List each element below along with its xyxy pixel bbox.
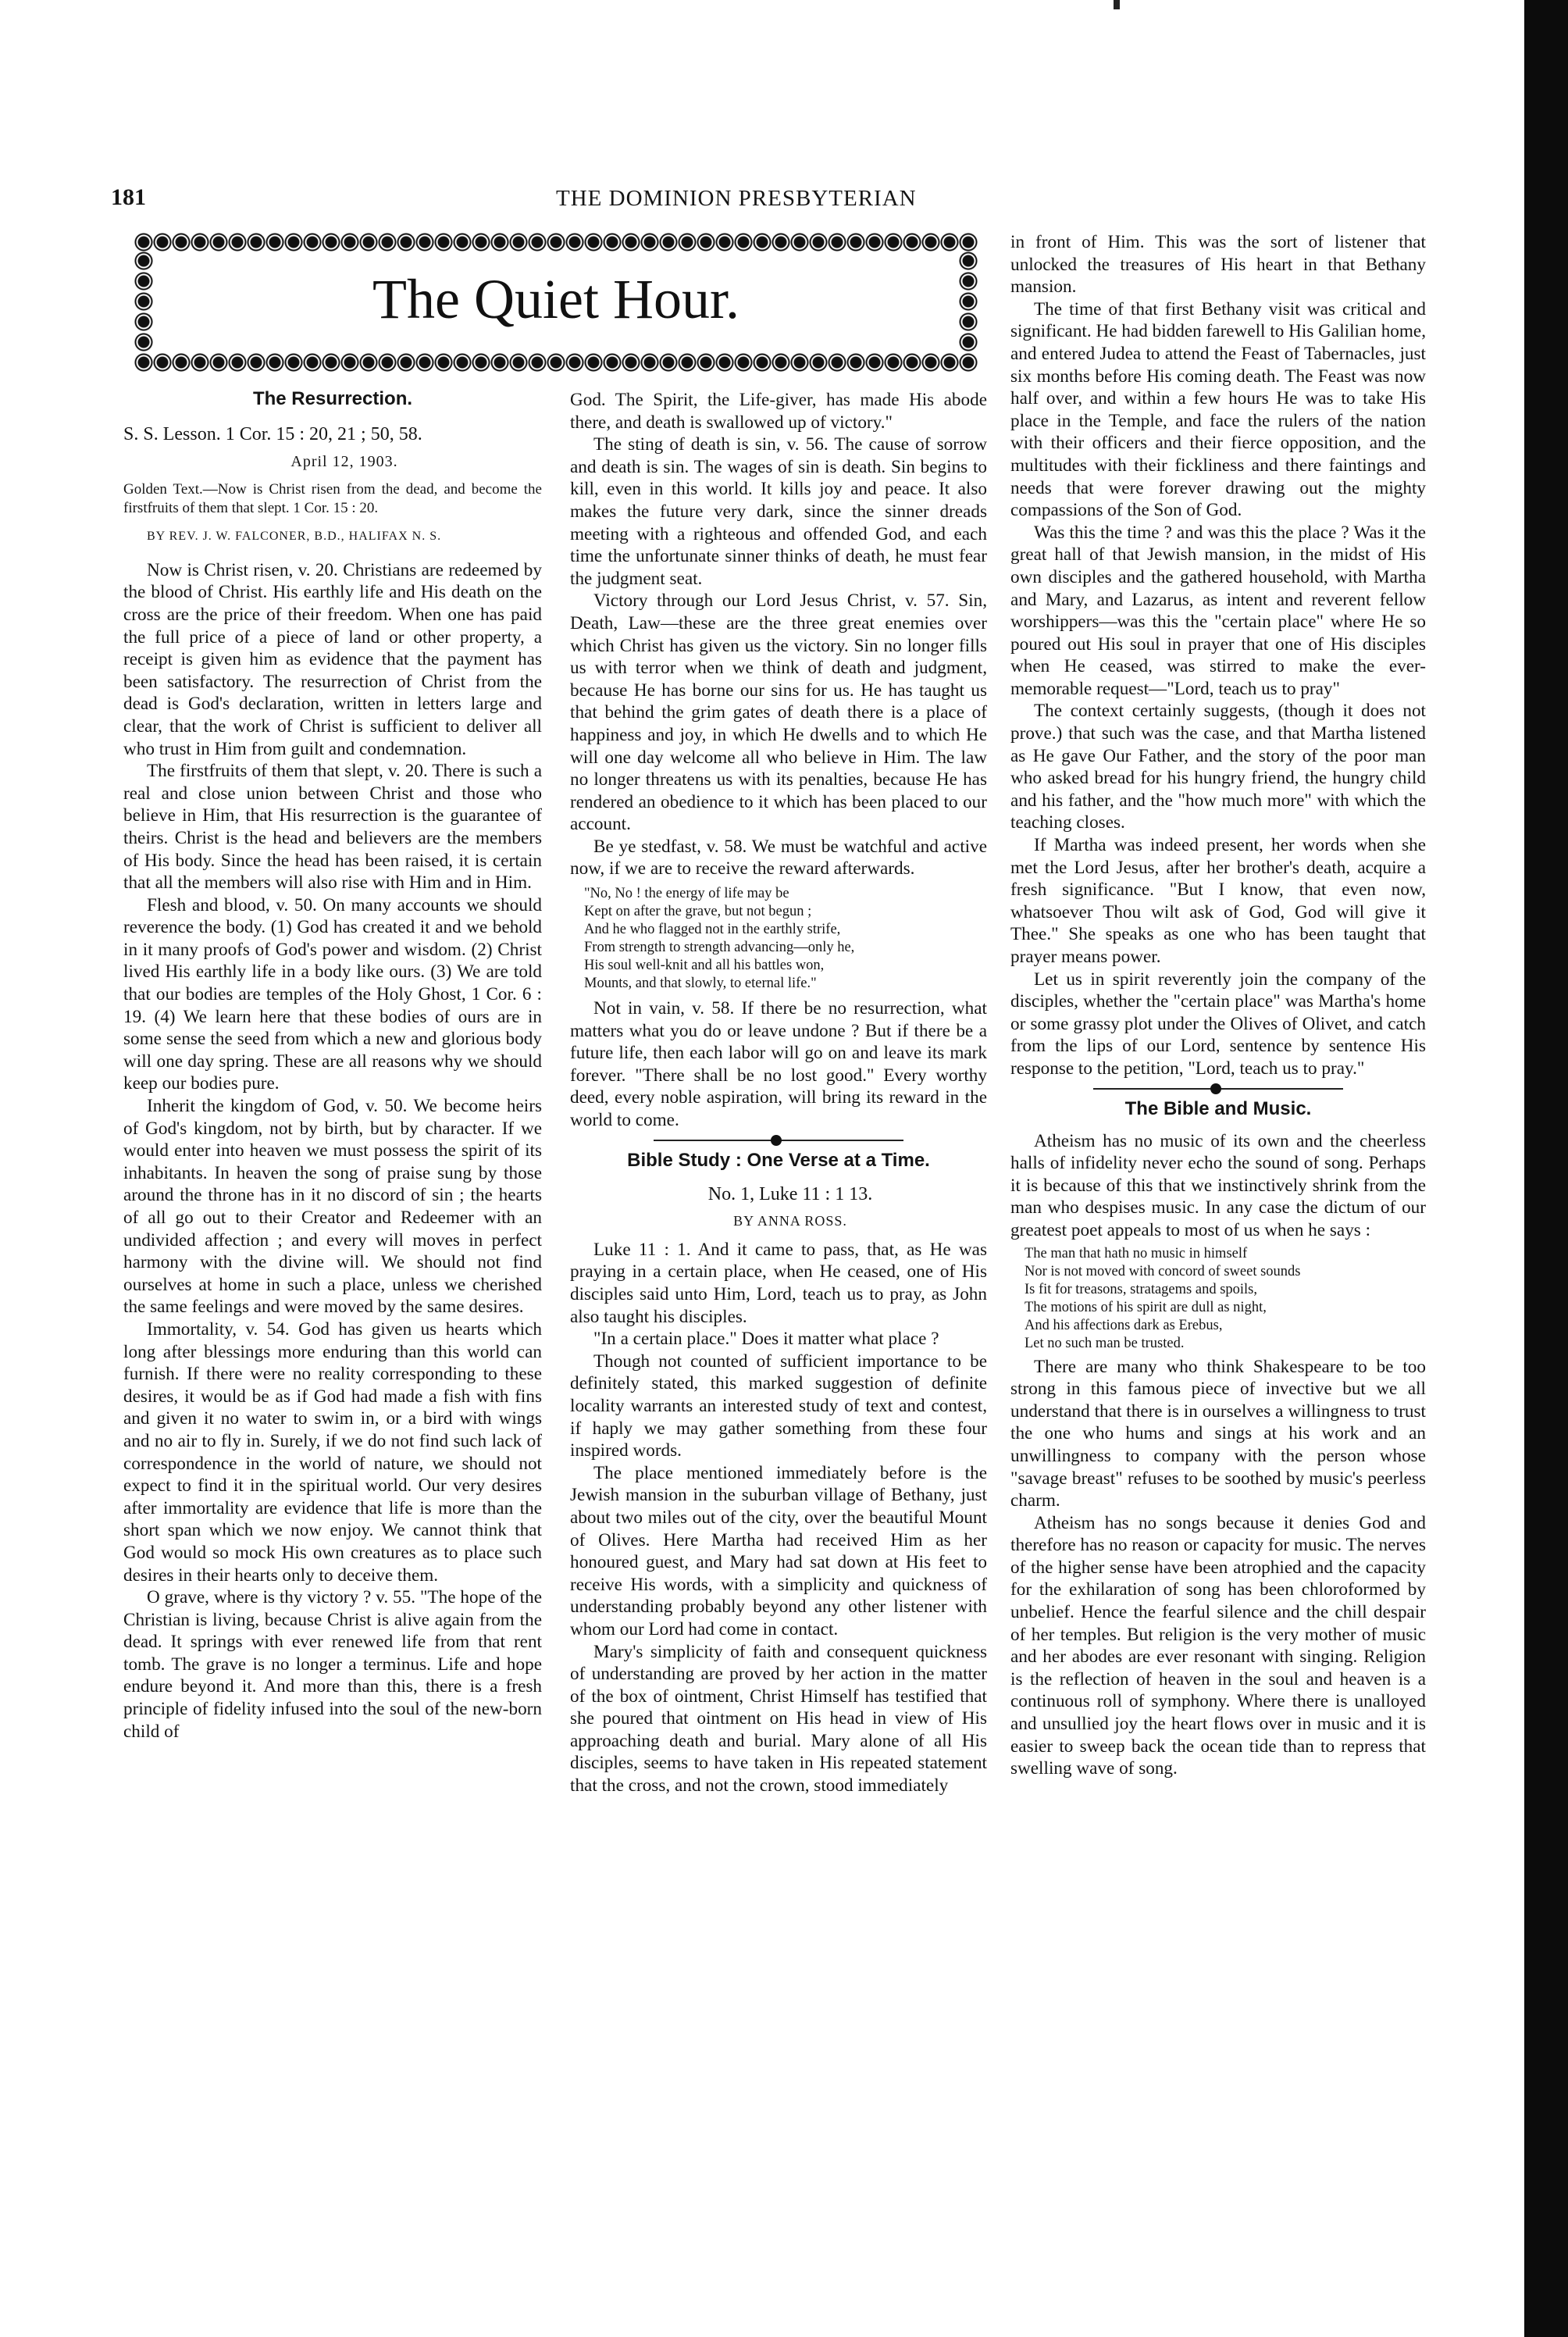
poem-line: Kept on after the grave, but not begun ; [584, 904, 812, 920]
golden-text: Golden Text.—Now is Christ risen from the dead, and become the firstfruits of them that slept. 1 Cor. 15 : 20. [123, 481, 542, 517]
poem-line: Nor is not moved with concord of sweet sounds [1025, 1263, 1301, 1279]
section-divider [1093, 1088, 1343, 1090]
lesson-reference: S. S. Lesson. 1 Cor. 15 : 20, 21 ; 50, 58. [123, 424, 422, 444]
section-divider [654, 1140, 903, 1141]
paragraph: Atheism has no music of its own and the cheerless halls of infidelity never echo the sound of song. Perhaps it is because of this that we instinctively shrink from the man who despises music. In any case the dictum of our greatest poet appeals to most of us when he says : [1010, 1130, 1426, 1240]
lesson-date: April 12, 1903. [290, 452, 398, 470]
paragraph: Now is Christ risen, v. 20. Christians are redeemed by the blood of Christ. His earthly life and His death on the cross are the price of their freedom. When one has paid the full price of a piece of land or other property, a receipt is given him as evidence that the payment has been satisfactory. The resurrection of Christ from the dead is God's declaration, written in letters large and clear, that the work of Christ is sufficient to deliver all who trust in Him from guilt and condemnation. [123, 559, 542, 759]
poem-quote [1010, 1245, 1426, 1353]
paragraph: The sting of death is sin, v. 56. The cause of sorrow and death is sin. The wages of sin is death. Sin begins to kill, even in this world. It kills joy and peace. It also makes the future very dark, since the sinner dreads meeting with a righteous and offended God, and each time the unfortunate sinner thinks of death, he must fear the judgment seat. [570, 434, 987, 589]
paragraph: Inherit the kingdom of God, v. 50. We become heirs of God's kingdom, not by birth, but by character. If we would enter into heaven we must possess the spirit of its inhabitants. In heaven the song of praise sung by those around the throne has in it no discord of sin ; the hearts of all go out to their Creator and Redeemer with an undivided affection ; and every will moves in perfect harmony with the divine will. We should not find ourselves at home in such a place, unless we cherished the same feelings and were moved by the same desires. [123, 1096, 542, 1318]
poem-line: And he who flagged not in the earthly strife, [584, 922, 841, 938]
paragraph: The context certainly suggests, (though it does not prove.) that such was the case, and that Martha listened as He gave Our Father, and the story of the poor man who asked bread for his hungry friend, the hungry child and his father, and the "how much more" with which the teaching closes. [1010, 701, 1426, 833]
poem-line: His soul well-knit and all his battles won, [584, 958, 825, 974]
paragraph: Let us in spirit reverently join the company of the disciples, whether the "certain place" was Martha's home or some grassy plot under the Olives of Olivet, and catch from the lips of our Lord, sentence by sentence His response to the petition, "Lord, teach us to pray." [1010, 969, 1426, 1079]
section-title: The Quiet Hour. [372, 268, 739, 330]
paragraph: Was this the time ? and was this the place ? Was it the great hall of that Jewish mansion, in the midst of His own disciples and the gathered household, with Martha and Mary, and Lazarus, as intent and reverent fellow worshippers—was this the "certain place" where He so poured out His soul in prayer that one of His disciples when He ceased, was stirred to make the ever-memorable request—"Lord, teach us to pray" [1010, 522, 1426, 699]
article-heading-bible-study: Bible Study : One Verse at a Time. [627, 1149, 930, 1171]
poem-line: From strength to strength advancing—only he, [584, 940, 855, 956]
article-heading-resurrection: The Resurrection. [252, 388, 413, 409]
poem-line: Let no such man be trusted. [1025, 1335, 1185, 1351]
paragraph: in front of Him. This was the sort of listener that unlocked the treasures of His heart in that Bethany mansion. [1010, 232, 1426, 298]
paragraph: Luke 11 : 1. And it came to pass, that, as He was praying in a certain place, when He ceased, one of His disciples said unto Him, Lord, teach us to pray, as John also taught his disciples. [570, 1239, 987, 1327]
paragraph: Though not counted of sufficient importance to be definitely stated, this marked suggestion of definite locality warrants an interested study of text and contest, if haply we may gather something from these four inspired words. [570, 1350, 987, 1461]
scan-edge [1524, 0, 1568, 2337]
paragraph: Atheism has no songs because it denies God and therefore has no reason or capacity for music. The nerves of the higher sense have been atrophied and the capacity for the exhilaration of song has been chloroformed by unbelief. Hence the fearful silence and the chill despair of her temples. But religion is the very mother of music and her abodes are ever resonant with singing. Religion is the reflection of heaven in the soul and heaven is a continuous roll of symphony. Where there is unalloyed and unsullied joy the heart flows over in music and it is easier to sweep back the ocean tide than to repress that swelling wave of song. [1010, 1512, 1426, 1779]
paragraph: The place mentioned immediately before is the Jewish mansion in the suburban village of Bethany, just about two miles out of the city, over the beautiful Mount of Olives. Here Martha had received Him as her honoured guest, and Mary had sat down at His feet to receive His words, with a simplicity and quickness of understanding probably beyond any other listener with whom our Lord had come in contact. [570, 1462, 987, 1639]
paragraph: Mary's simplicity of faith and consequent quickness of understanding are proved by her action in the matter of the box of ointment, Christ Himself has testified that she poured that ointment on His head in view of His approaching death and burial. Mary alone of all His disciples, seems to have taken in His repeated statement that the cross, and not the crown, stood immediately [570, 1641, 987, 1796]
poem-line: "No, No ! the energy of life may be [584, 886, 789, 902]
paragraph: "In a certain place." Does it matter what place ? [593, 1329, 939, 1350]
paragraph: Flesh and blood, v. 50. On many accounts we should reverence the body. (1) God has created it and we behold in it many proofs of God's power and wisdom. (2) Christ lived His earthly life in a body like ours. (3) We are told that our bodies are temples of the Holy Ghost, 1 Cor. 6 : 19. (4) We learn here that these bodies of ours are in some sense the seed from which a new and glorious body will one day spring. These are all reasons why we should keep our bodies pure. [123, 894, 542, 1094]
paragraph: God. The Spirit, the Life-giver, has made His abode there, and death is swallowed up of victory." [570, 390, 987, 433]
poem-line: The motions of his spirit are dull as night, [1025, 1299, 1267, 1315]
column-3 [1010, 231, 1426, 1780]
byline: BY ANNA ROSS. [733, 1213, 847, 1229]
poem-line: And his affections dark as Erebus, [1025, 1317, 1223, 1333]
paragraph: The time of that first Bethany visit was critical and significant. He had bidden farewell to His Galilian home, and entered Judea to attend the Feast of Tabernacles, just six months before His coming death. The Feast was now half over, and within a few hours He was to take His place in the Temple, and face the rulers of the nation with their officers and their fierce opposition, and the multitudes with their fickliness and there faintings and needs that were forever drawing out the mighty compassions of the Son of God. [1010, 298, 1426, 521]
column-2 [570, 389, 987, 1797]
running-head: THE DOMINION PRESBYTERIAN [556, 186, 917, 211]
poem-quote [570, 885, 987, 993]
paragraph: Not in vain, v. 58. If there be no resurrection, what matters what you do or leave undone ? But if there be a future life, then each labor will go on and leave its mark forever. "There shall be no lost good." Every worthy deed, every noble aspiration, will bring its reward in the world to come. [570, 998, 987, 1131]
paragraph: Immortality, v. 54. God has given us hearts which long after blessings more enduring than this world can furnish. If there were no reality corresponding to these desires, it would be as if God had made a fish with fins and given it no water to swim in, or a bird with wings and no air to fly in. Surely, if we do not find such lack of correspondence in the world of nature, we should not expect to find it in the spiritual world. Our very desires after immortality are evidence that life is more than the short span which we now enjoy. We cannot think that God would so mock His own creatures as to place such desires in their hearts only to deceive them. [123, 1318, 542, 1586]
section-title-box [134, 233, 978, 372]
paragraph: The firstfruits of them that slept, v. 20. There is such a real and close union between Christ and those who believe in Him, that His resurrection is the guarantee of theirs. Christ is the head and believers are the members of His body. Since the head has been raised, it is certain that all the members will also rise with Him and in Him. [123, 761, 542, 894]
paragraph: There are many who think Shakespeare to be too strong in this famous piece of invective but we all understand that there is in ourselves a willingness to trust the one who hums and sings at his work and an unwillingness to company with the person whose "savage breast" refuses to be soothed by music's peerless charm. [1010, 1356, 1426, 1511]
column-1 [123, 387, 542, 1743]
paragraph: Be ye stedfast, v. 58. We must be watchful and active now, if we are to receive the reward afterwards. [570, 836, 987, 879]
bible-study-subhead: No. 1, Luke 11 : 1 13. [707, 1183, 873, 1204]
paragraph: O grave, where is thy victory ? v. 55. "The hope of the Christian is living, because Christ is alive again from the dead. It springs with ever renewed life from that rent tomb. The grave is no longer a terminus. Life and hope endure beyond it. And more than this, there is a fresh principle of fidelity infused into the soul of the new-born child of [123, 1587, 542, 1742]
ornament-border-bottom [134, 353, 978, 372]
poem-line: Is fit for treasons, stratagems and spoils, [1025, 1281, 1257, 1297]
paragraph: If Martha was indeed present, her words when she met the Lord Jesus, after her brother's death, acquire a fresh significance. "But I know, that even now, whatsoever Thou wilt ask of God, God will give it Thee." She speaks as one who has been taught that prayer means power. [1010, 835, 1426, 967]
scan-speck [1114, 0, 1120, 9]
page-number: 181 [111, 184, 146, 210]
article-heading-bible-music: The Bible and Music. [1124, 1097, 1312, 1119]
poem-line: The man that hath no music in himself [1025, 1245, 1248, 1261]
byline: BY REV. J. W. FALCONER, B.D., HALIFAX N. S. [147, 530, 442, 544]
page-header [111, 184, 956, 219]
poem-line: Mounts, and that slowly, to eternal life." [584, 976, 817, 992]
paragraph: Victory through our Lord Jesus Christ, v. 57. Sin, Death, Law—these are the three great enemies over which Christ has given us the victory. Sin no longer fills us with terror when we think of death and judgment, because He has borne our sins for us. He has taught us that behind the grim gates of death there is a place of happiness and joy, in which He dwells and to which He will one day welcome all who believe in Him. The law no longer threatens us with its penalties, because He has rendered an obedience to it which has been placed to our account. [570, 590, 987, 835]
ornament-border-top [134, 233, 978, 252]
